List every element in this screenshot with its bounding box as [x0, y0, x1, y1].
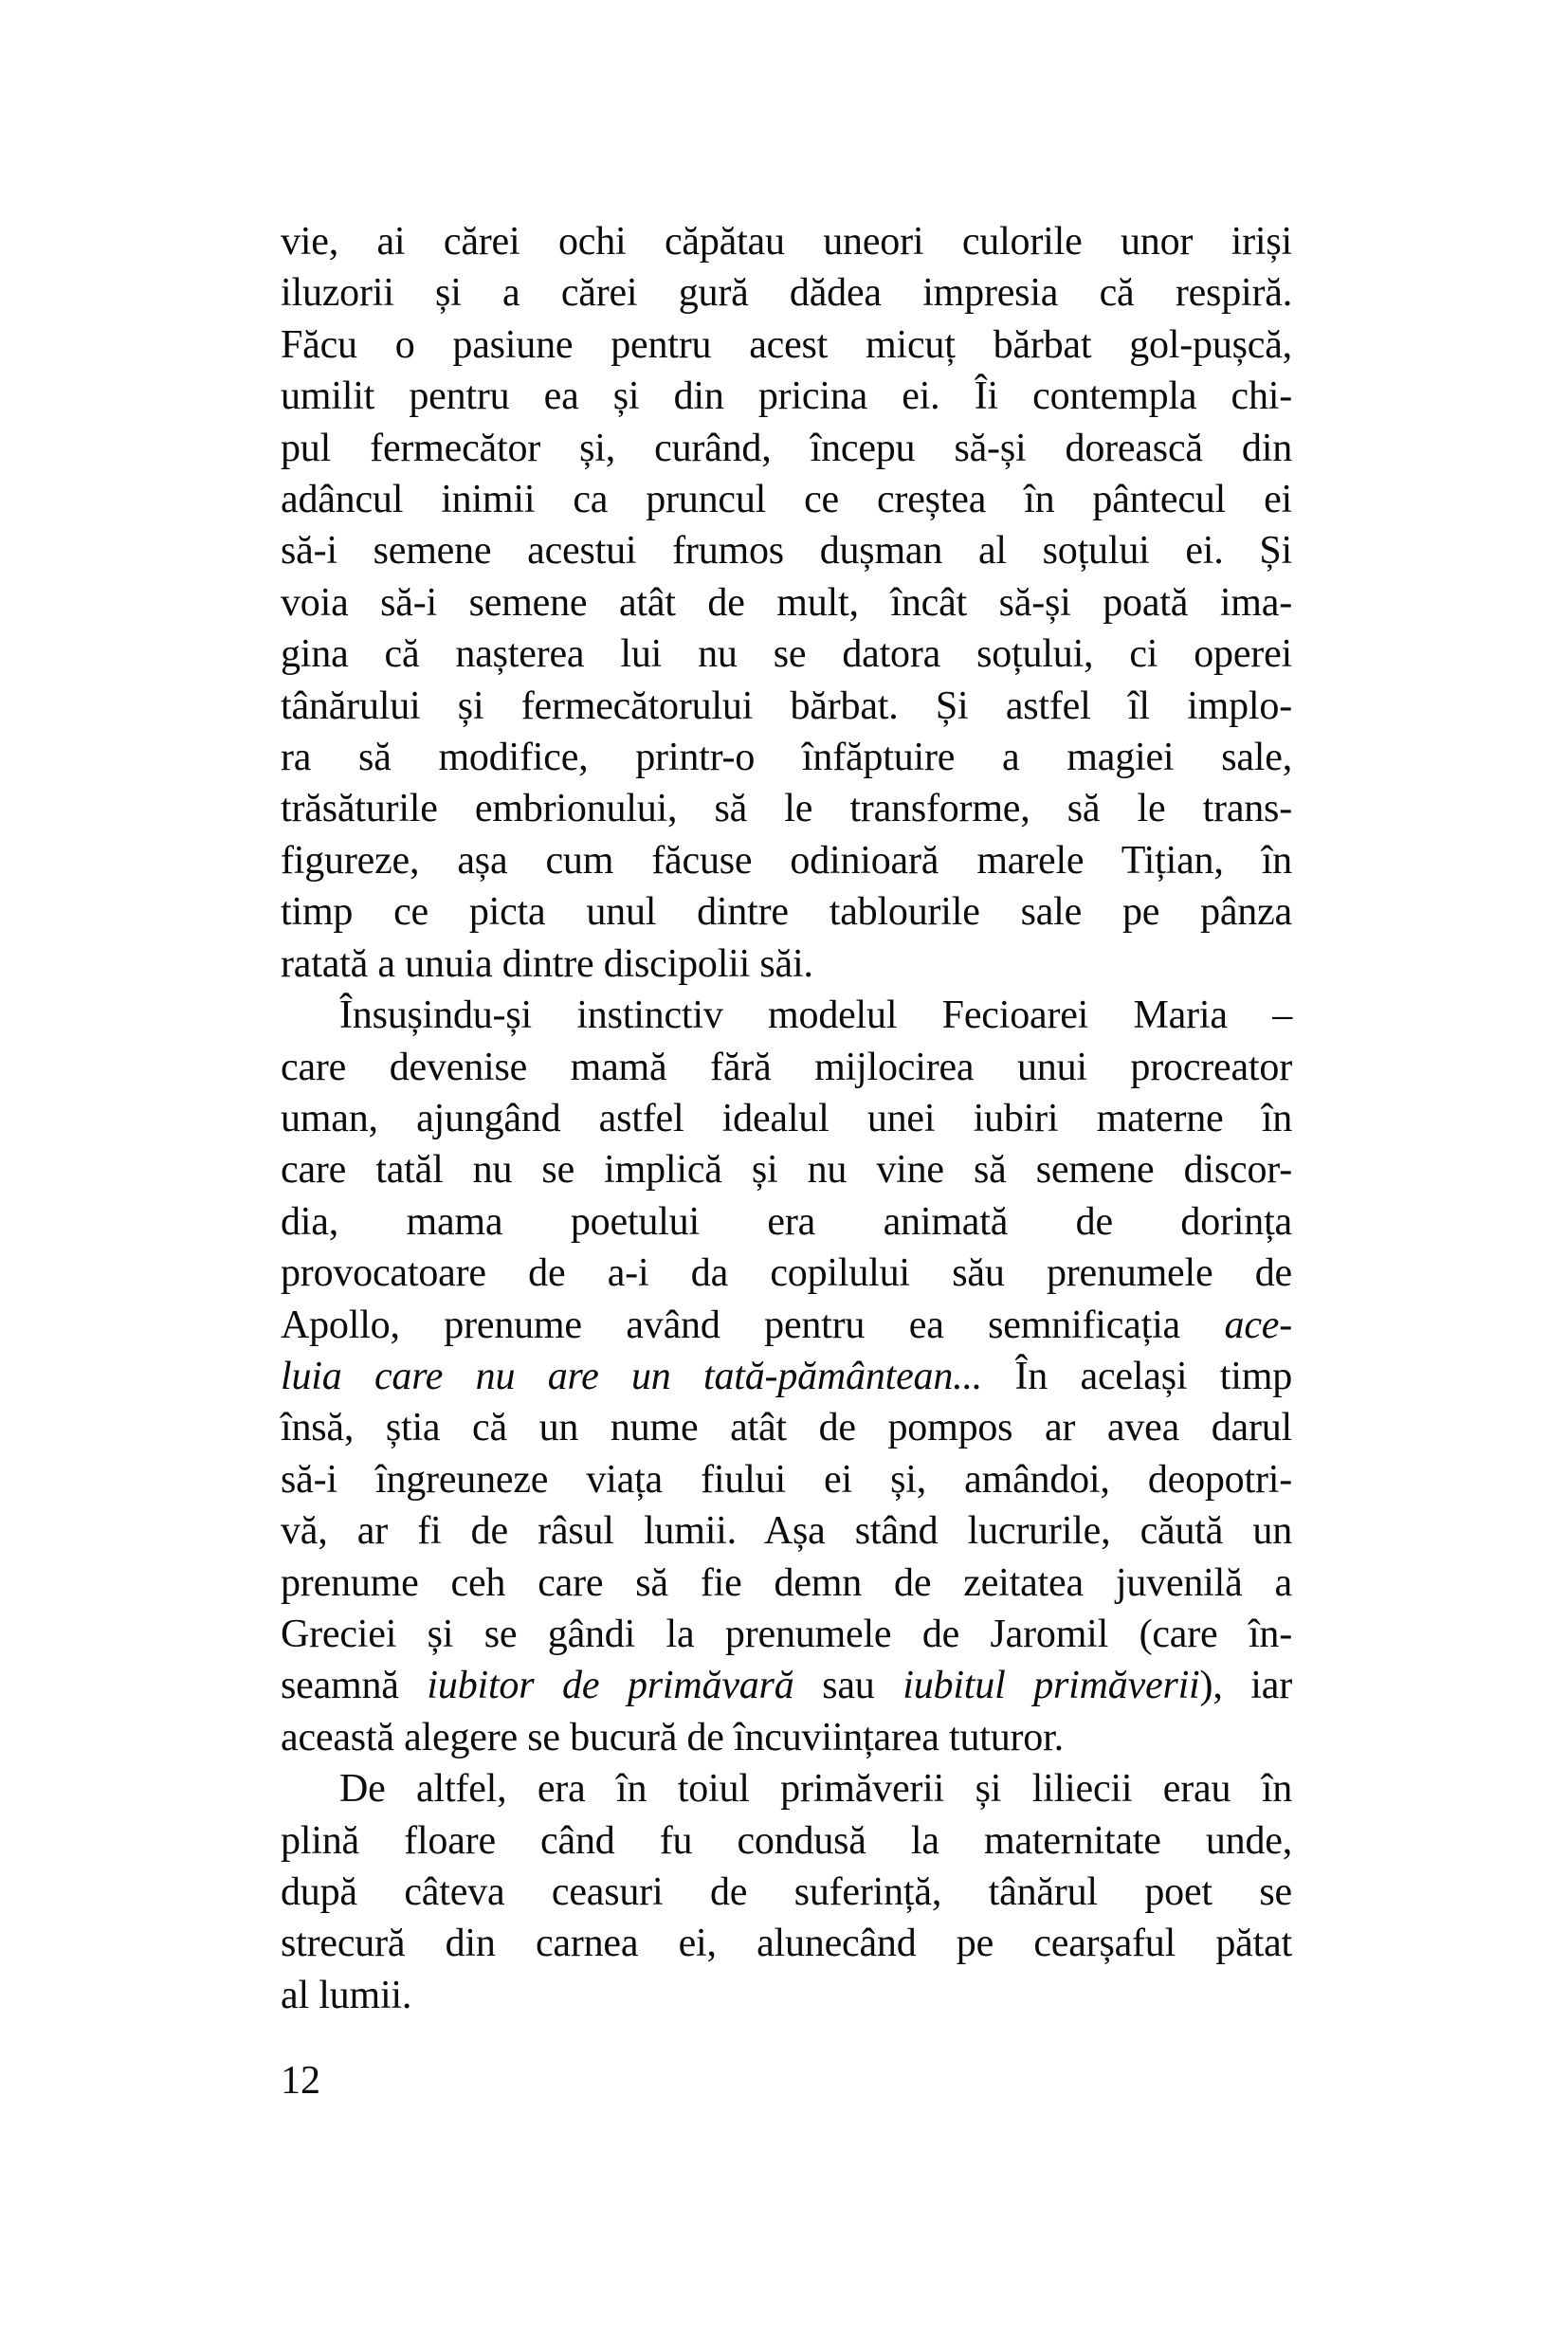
text-line: [281, 474, 1292, 525]
italic-text-segment: ace-: [1224, 1303, 1292, 1347]
text-segment: plină floare când fu condusă la maternitate unde,: [281, 1818, 1292, 1863]
text-segment: iluzorii și a cărei gură dădea impresia că respiră.: [281, 271, 1292, 316]
text-line: [281, 1300, 1292, 1351]
italic-text-segment: iubitul primăverii: [903, 1664, 1200, 1708]
text-segment: figureze, așa cum făcuse odinioară marele Tițian, în: [281, 838, 1292, 883]
text-segment: adâncul inimii ca pruncul ce creștea în pântecul ei: [281, 478, 1292, 522]
text-segment: Greciei și se gândi la prenumele de Jaromil (care în-: [281, 1612, 1292, 1656]
text-segment: pul fermecător și, curând, începu să-și dorească din: [281, 426, 1292, 470]
text-line: [281, 1093, 1292, 1144]
text-line: [281, 783, 1292, 834]
text-line: [281, 990, 1292, 1041]
text-segment: strecură din carnea ei, alunecând pe cearșaful pătat: [281, 1922, 1292, 1966]
text-line: [281, 1402, 1292, 1453]
text-segment: prenume ceh care să fie demn de zeitatea juvenilă a: [281, 1560, 1292, 1605]
text-line: [281, 1042, 1292, 1093]
text-segment: provocatoare de a-i da copilului său prenumele de: [281, 1251, 1292, 1296]
text-segment: să-i semene acestui frumos dușman al soțului ei. Și: [281, 529, 1292, 574]
text-segment: Însușindu-și instinctiv modelul Fecioarei Maria –: [339, 993, 1292, 1038]
text-segment: tânărului și fermecătorului bărbat. Și astfel îl implo-: [281, 683, 1292, 728]
text-segment: după câteva ceasuri de suferință, tânărul poet se: [281, 1870, 1292, 1914]
text-line: [281, 423, 1292, 474]
text-line: [281, 1609, 1292, 1660]
text-line: [281, 1505, 1292, 1557]
text-segment: vie, ai cărei ochi căpătau uneori culorile unor iriși: [281, 220, 1292, 264]
text-line: [281, 886, 1292, 938]
text-segment: care devenise mamă fără mijlocirea unui procreator: [281, 1045, 1292, 1089]
text-segment: voia să-i semene atât de mult, încât să-și poată ima-: [281, 580, 1292, 625]
text-line: [281, 1867, 1292, 1918]
text-segment: gina că nașterea lui nu se datora soțului, ci operei: [281, 632, 1292, 677]
text-segment: timp ce picta unul dintre tablourile sale pe pânza: [281, 890, 1292, 935]
text-segment: să-i îngreuneze viața fiului ei și, amândoi, deopotri-: [281, 1457, 1292, 1502]
text-line: [281, 1248, 1292, 1299]
text-segment: al lumii.: [281, 1973, 412, 2017]
text-line: [281, 681, 1292, 732]
text-segment: vă, ar fi de râsul lumii. Așa stând lucrurile, căută un: [281, 1509, 1292, 1554]
text-line: [281, 577, 1292, 629]
text-segment: uman, ajungând astfel idealul unei iubiri materne în: [281, 1096, 1292, 1140]
text-line: [281, 629, 1292, 680]
text-block: [281, 216, 1292, 2021]
text-segment: trăsăturile embrionului, să le transforme, să le trans-: [281, 787, 1292, 831]
text-line: [281, 1918, 1292, 1969]
text-segment: această alegere se bucură de încuviințarea tuturor.: [281, 1715, 1064, 1759]
italic-text-segment: iubitor de primăvară: [427, 1664, 794, 1708]
text-line: [281, 267, 1292, 319]
page-number: 12: [281, 2059, 320, 2103]
text-segment: Apollo, prenume având pentru ea semnificația: [281, 1303, 1225, 1347]
text-line: [281, 1144, 1292, 1195]
text-segment: umilit pentru ea și din pricina ei. Îi contempla chi-: [281, 374, 1292, 419]
text-segment: însă, știa că un nume atât de pompos ar avea darul: [281, 1406, 1292, 1450]
text-line: [281, 1351, 1292, 1402]
text-segment: seamnă: [281, 1664, 428, 1708]
text-line: [281, 1660, 1292, 1711]
text-line: [281, 1763, 1292, 1814]
text-segment: De altfel, era în toiul primăverii și liliecii erau în: [339, 1767, 1292, 1812]
text-line: [281, 1970, 1292, 2021]
text-line: [281, 732, 1292, 783]
text-segment: În același timp: [982, 1354, 1292, 1398]
text-segment: ), iar: [1199, 1664, 1292, 1708]
text-line: [281, 216, 1292, 267]
text-segment: dia, mama poetului era animată de dorința: [281, 1199, 1292, 1244]
text-segment: ratată a unuia dintre discipolii săi.: [281, 941, 813, 986]
text-segment: Făcu o pasiune pentru acest micuț bărbat gol-pușcă,: [281, 322, 1292, 367]
text-line: [281, 1712, 1292, 1763]
text-line: [281, 1815, 1292, 1867]
italic-text-segment: luia care nu are un tată-pământean...: [281, 1354, 983, 1398]
text-line: [281, 1558, 1292, 1609]
text-segment: ra să modifice, printr-o înfăptuire a magiei sale,: [281, 736, 1292, 780]
text-segment: care tatăl nu se implică și nu vine să semene discor-: [281, 1148, 1292, 1193]
text-line: [281, 525, 1292, 576]
text-line: [281, 319, 1292, 371]
text-line: [281, 1454, 1292, 1505]
text-line: [281, 371, 1292, 422]
text-line: [281, 835, 1292, 886]
text-line: [281, 1196, 1292, 1248]
text-segment: sau: [793, 1664, 903, 1708]
text-line: [281, 939, 1292, 990]
